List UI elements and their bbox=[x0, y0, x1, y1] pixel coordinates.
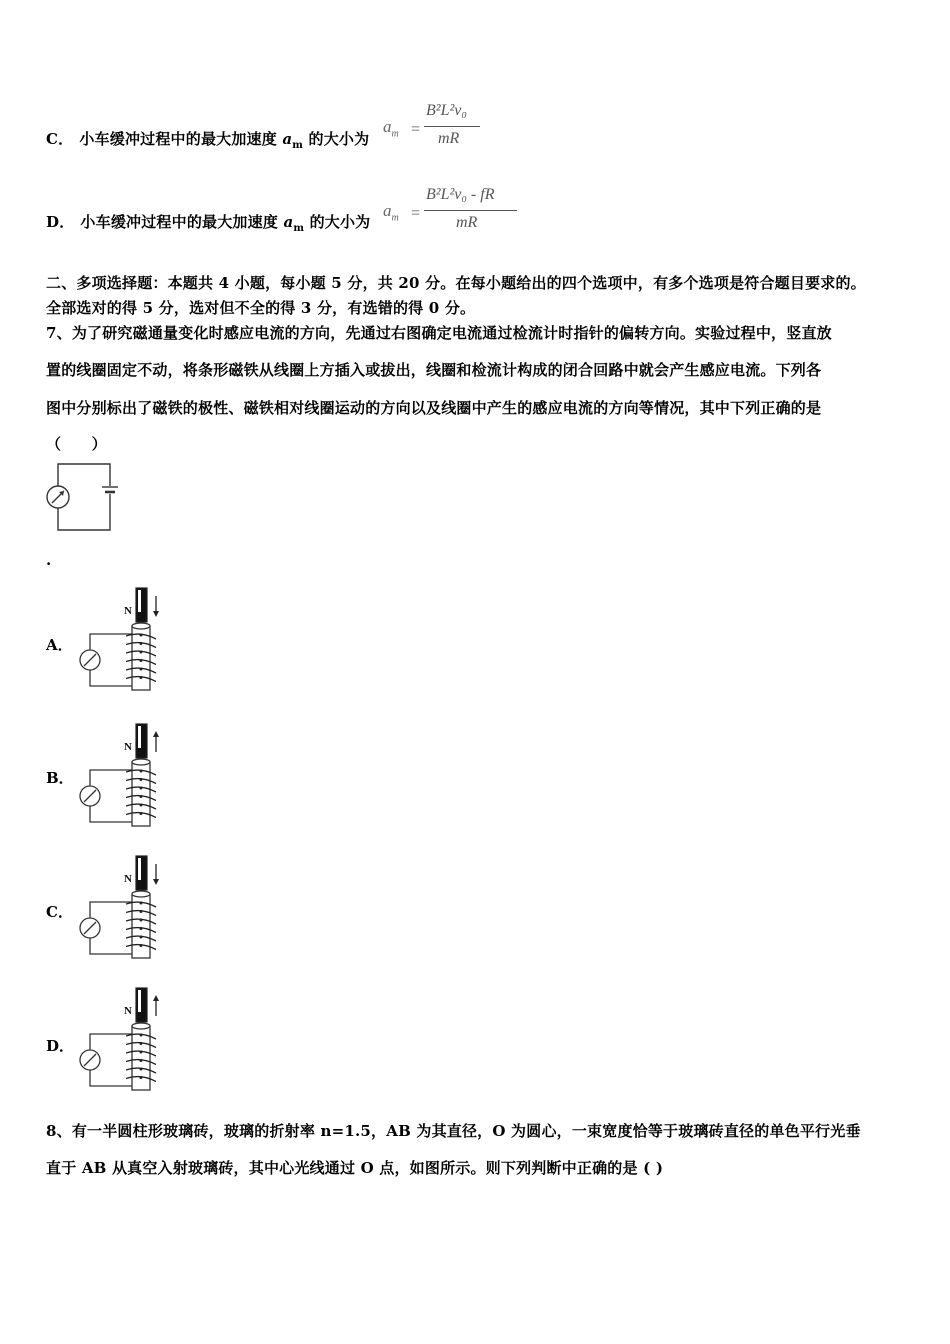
circuit-wire-bottom bbox=[90, 938, 132, 954]
option-d-text2: 的大小为 bbox=[304, 213, 371, 231]
coil-current-dot bbox=[140, 1051, 143, 1054]
q7-line-2: 置的线圈固定不动，将条形磁铁从线圈上方插入或拔出，线圈和检流计构成的闭合回路中就会产生感应电流。下列各 bbox=[46, 361, 822, 379]
option-d-text: 小车缓冲过程中的最大加速度 bbox=[80, 213, 284, 231]
coil-current-dot bbox=[140, 668, 143, 671]
coil-current-dot bbox=[140, 1068, 143, 1071]
q7-option-c-diagram bbox=[74, 852, 174, 964]
coil-current-dot bbox=[140, 795, 143, 798]
option-c-fraction-bar bbox=[424, 126, 480, 127]
circuit-wire-bottom bbox=[90, 1070, 132, 1086]
bar-magnet-highlight bbox=[138, 590, 141, 612]
coil-current-dot bbox=[140, 642, 143, 645]
option-c bbox=[46, 128, 369, 149]
coil-current-dot bbox=[140, 1059, 143, 1062]
coil-current-dot bbox=[140, 902, 143, 905]
circuit-wire-top bbox=[90, 770, 132, 786]
q7-option-a-diagram bbox=[74, 584, 174, 696]
coil-current-dot bbox=[140, 1076, 143, 1079]
section-2-line-1: 二、多项选择题：本题共 4 小题，每小题 5 分，共 20 分。在每小题给出的四个选项中，有多个选项是符合题目要求的。 bbox=[46, 274, 866, 292]
option-c-formula-lhs-sub: m bbox=[391, 128, 399, 140]
q7-line-3: 图中分别标出了磁铁的极性、磁铁相对线圈运动的方向以及线圈中产生的感应电流的方向等情况，其中下列正确的是 bbox=[46, 399, 822, 417]
bar-magnet-highlight bbox=[138, 990, 141, 1012]
option-c-text: 小车缓冲过程中的最大加速度 bbox=[79, 130, 283, 148]
coil-current-dot bbox=[140, 634, 143, 637]
bar-magnet-highlight bbox=[138, 858, 141, 880]
reference-circuit-diagram bbox=[40, 460, 120, 536]
magnet-pole-label: N bbox=[124, 741, 132, 753]
circuit-wire-top bbox=[90, 902, 132, 918]
bar-magnet bbox=[136, 588, 147, 622]
option-c-var: a bbox=[282, 130, 293, 148]
motion-arrow-down-icon bbox=[153, 611, 159, 617]
circuit-wire-bottom bbox=[90, 806, 132, 822]
option-c-var-sub: m bbox=[292, 140, 304, 151]
circuit-wire-top bbox=[90, 634, 132, 650]
q7-option-d-diagram bbox=[74, 984, 174, 1096]
q7-answer-paren: （ ） bbox=[46, 435, 107, 453]
option-c-denominator: mR bbox=[438, 130, 460, 147]
option-d-numerator: B²L²v₀ - fR bbox=[426, 186, 495, 203]
q8-line-1: 8、有一半圆柱形玻璃砖，玻璃的折射率 n=1.5，AB 为其直径，O 为圆心，一束宽度恰等于玻璃砖直径的单色平行光垂 bbox=[46, 1122, 861, 1140]
option-c-formula-lhs: a bbox=[383, 117, 392, 136]
motion-arrow-up-icon bbox=[153, 731, 159, 737]
coil-top bbox=[132, 759, 150, 765]
option-d-equals: = bbox=[411, 205, 421, 222]
magnet-pole-label: N bbox=[124, 873, 132, 885]
q7-option-b-diagram bbox=[74, 720, 174, 832]
coil-current-dot bbox=[140, 1034, 143, 1037]
option-d-denominator: mR bbox=[456, 214, 478, 231]
motion-arrow-down-icon bbox=[153, 879, 159, 885]
magnet-pole-label: N bbox=[124, 1005, 132, 1017]
coil-current-dot bbox=[140, 936, 143, 939]
coil-current-dot bbox=[140, 770, 143, 773]
bar-magnet bbox=[136, 988, 147, 1022]
coil-top bbox=[132, 1023, 150, 1029]
bar-magnet-highlight bbox=[138, 726, 141, 748]
coil-current-dot bbox=[140, 659, 143, 662]
q7-option-c-label[interactable]: C． bbox=[46, 903, 73, 921]
option-d-formula-lhs: a bbox=[383, 201, 392, 220]
magnet-pole-label: N bbox=[124, 605, 132, 617]
coil-top bbox=[132, 891, 150, 897]
coil-current-dot bbox=[140, 804, 143, 807]
option-d bbox=[46, 211, 370, 232]
option-d-formula-lhs-sub: m bbox=[391, 212, 399, 224]
circuit-wire-top bbox=[90, 1034, 132, 1050]
coil-current-dot bbox=[140, 812, 143, 815]
bar-magnet bbox=[136, 856, 147, 890]
option-d-var: a bbox=[283, 213, 294, 231]
coil-current-dot bbox=[140, 778, 143, 781]
coil-current-dot bbox=[140, 676, 143, 679]
coil-top bbox=[132, 623, 150, 629]
coil-current-dot bbox=[140, 787, 143, 790]
coil-current-dot bbox=[140, 919, 143, 922]
option-c-equals: = bbox=[411, 121, 421, 138]
option-c-text2: 的大小为 bbox=[303, 130, 370, 148]
battery-icon bbox=[102, 487, 118, 492]
coil-current-dot bbox=[140, 651, 143, 654]
coil-current-dot bbox=[140, 910, 143, 913]
q7-option-b-label[interactable]: B． bbox=[46, 769, 74, 787]
q7-line-1: 7、为了研究磁通量变化时感应电流的方向，先通过右图确定电流通过检流计时指针的偏转方向。实验过程中，竖直放 bbox=[46, 324, 832, 342]
option-d-label: D． bbox=[46, 213, 75, 231]
bar-magnet bbox=[136, 724, 147, 758]
option-c-numerator: B²L²v₀ bbox=[426, 102, 467, 119]
coil-current-dot bbox=[140, 927, 143, 930]
option-d-var-sub: m bbox=[293, 223, 305, 234]
q7-option-a-label[interactable]: A． bbox=[46, 636, 73, 654]
q7-option-d-label[interactable]: D． bbox=[46, 1037, 75, 1055]
circuit-wire-bottom bbox=[90, 670, 132, 686]
option-c-label: C． bbox=[46, 130, 74, 148]
galvanometer-icon bbox=[47, 486, 69, 508]
coil-current-dot bbox=[140, 1042, 143, 1045]
option-d-fraction-bar bbox=[424, 210, 517, 211]
coil-current-dot bbox=[140, 944, 143, 947]
section-2-line-2: 全部选对的得 5 分，选对但不全的得 3 分，有选错的得 0 分。 bbox=[46, 299, 476, 317]
motion-arrow-up-icon bbox=[153, 995, 159, 1001]
q8-line-2: 直于 AB 从真空入射玻璃砖，其中心光线通过 O 点，如图所示。则下列判断中正确的是 ( ) bbox=[46, 1159, 664, 1177]
figure-dot: . bbox=[46, 551, 52, 569]
